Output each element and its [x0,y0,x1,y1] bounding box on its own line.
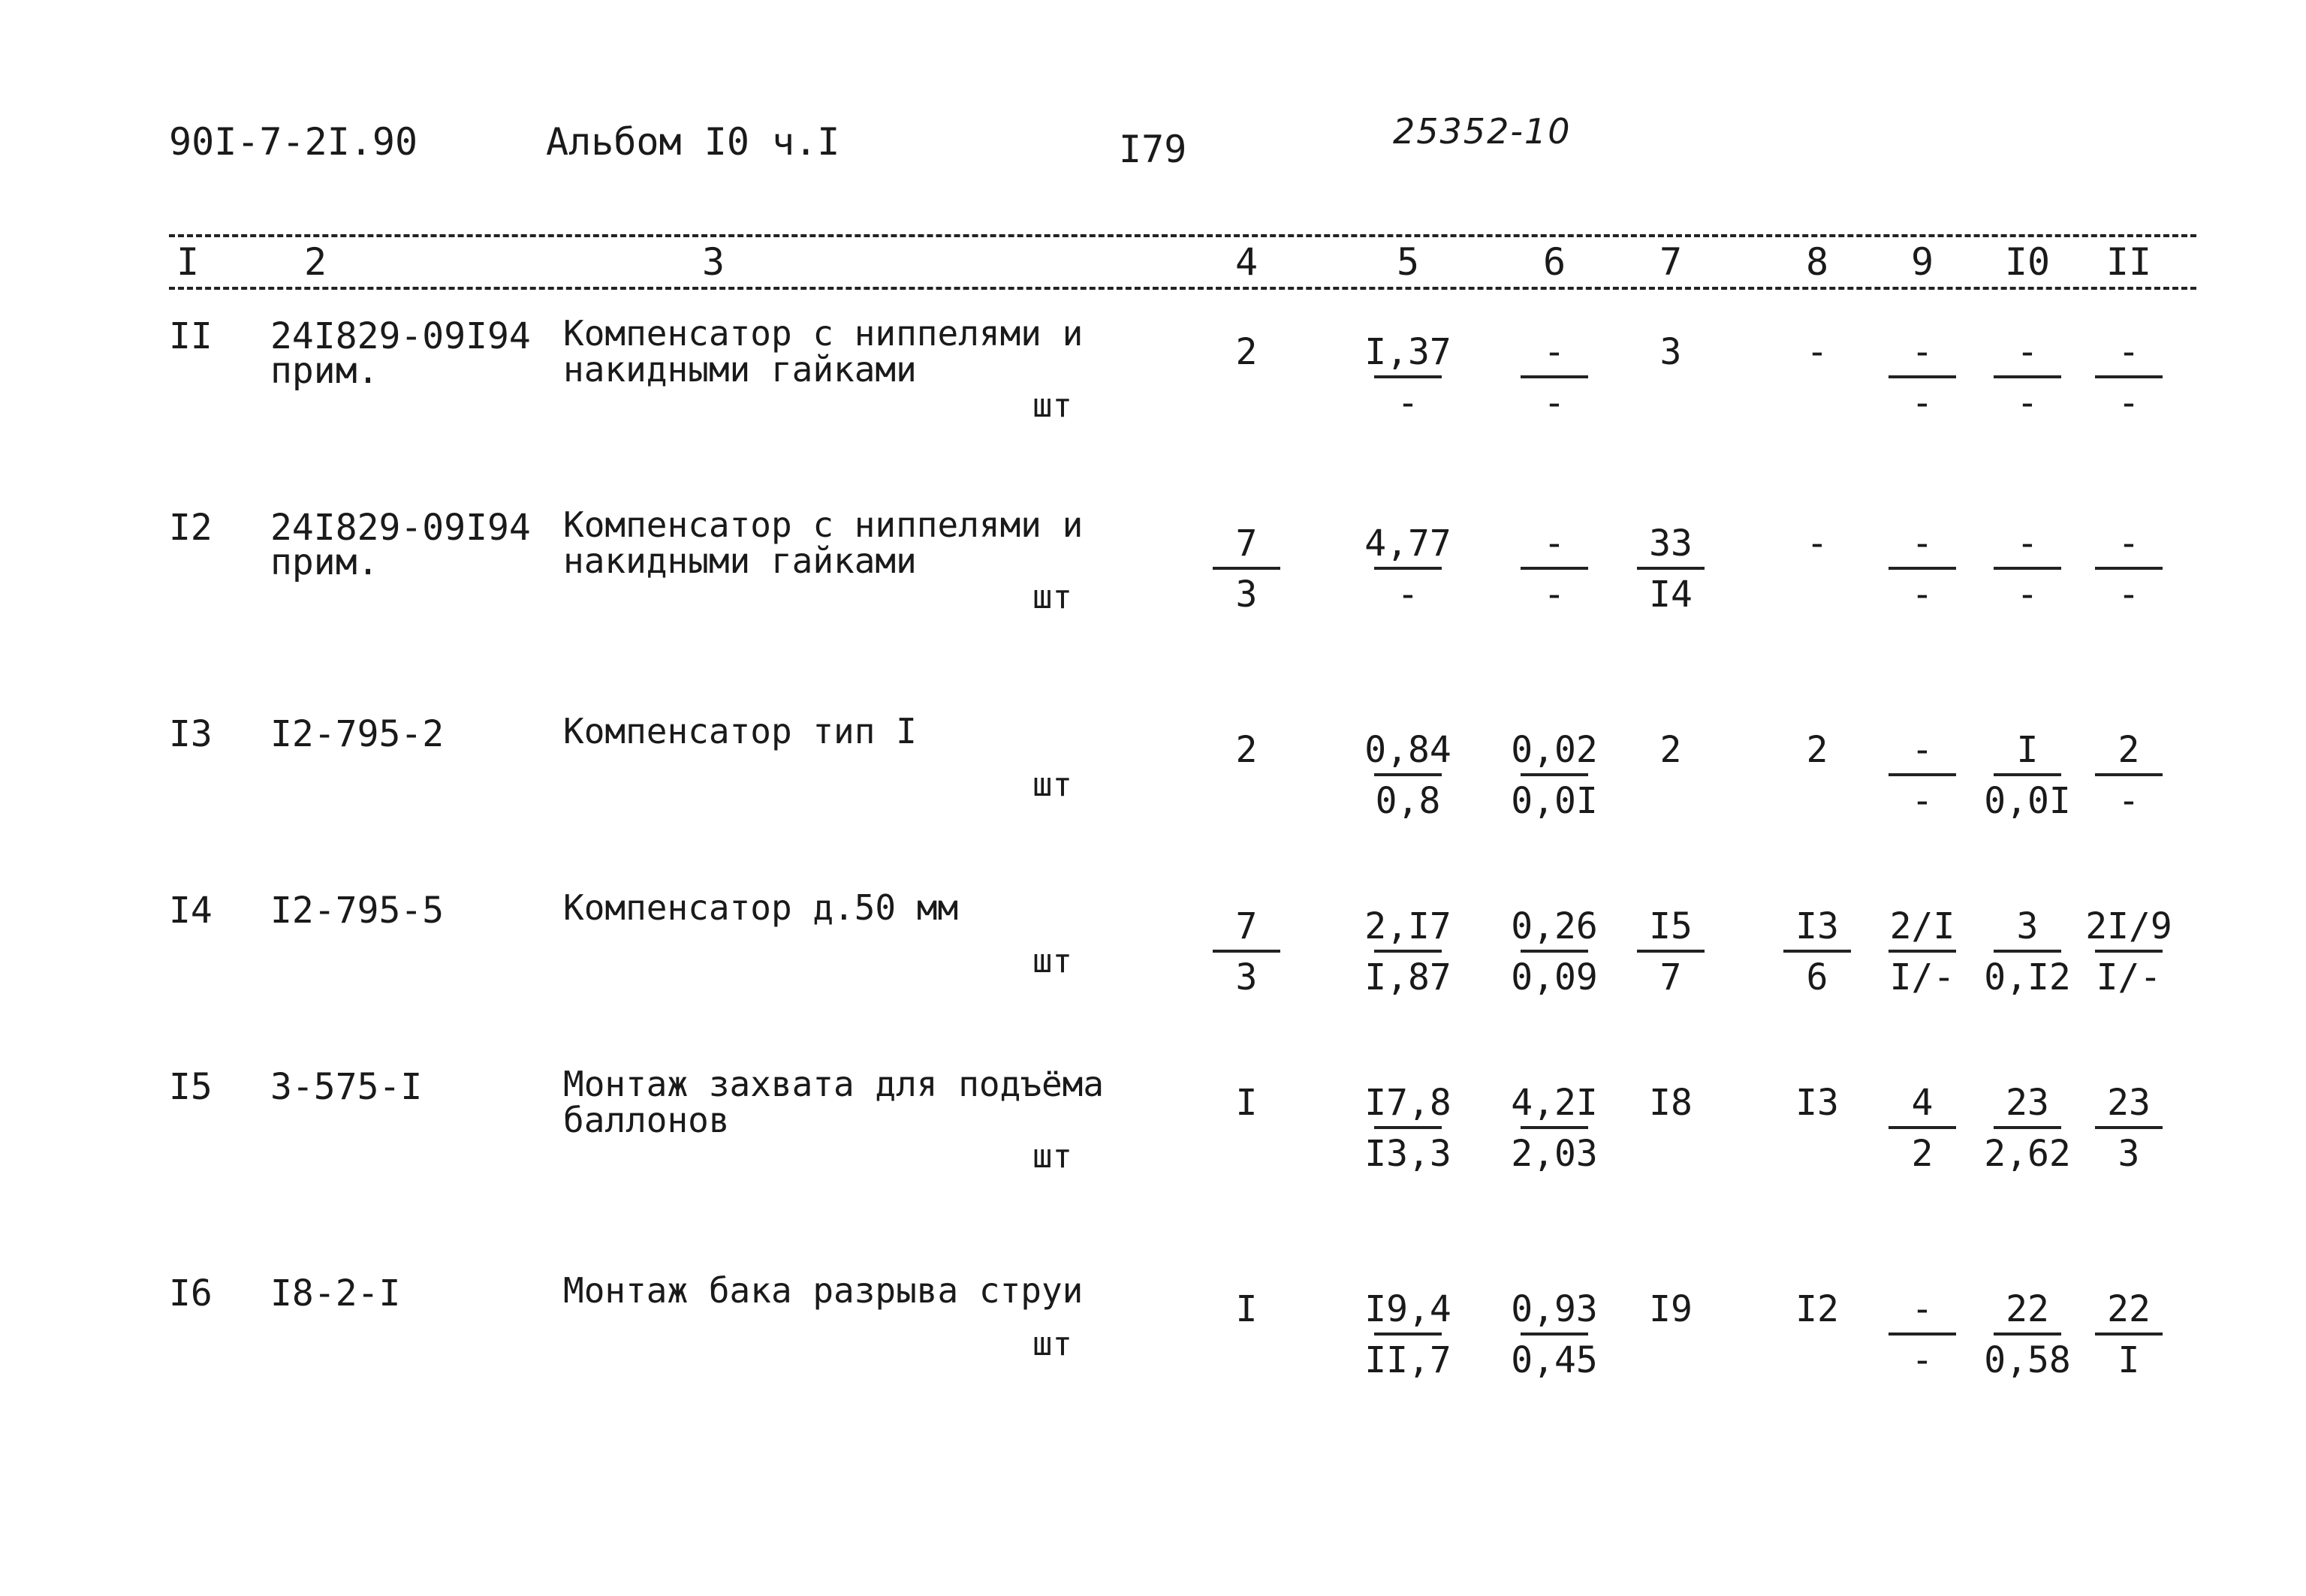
fraction-bar [1889,1333,1956,1336]
reference-code: I8-2-I [270,1272,401,1314]
value-cell-c7 [1607,905,1735,999]
value-cell-c6 [1491,522,1618,616]
fraction-bar [1374,1126,1442,1129]
column-number: 9 [1910,240,1934,284]
fraction-bar [2095,375,2163,378]
fraction-bar [1521,375,1588,378]
fraction-bar [1374,567,1442,570]
value-numerator: 2I/9 [2085,905,2172,947]
value-cell-c11 [2065,728,2193,823]
fraction-bar [1374,375,1442,378]
value-denominator: 0,58 [1984,1339,2071,1381]
value-numerator: I [1235,1288,1258,1330]
value-cell-c5 [1344,905,1472,999]
value-denominator: 3 [1235,956,1258,998]
value-cell-c4 [1183,905,1310,999]
fraction-bar [1374,1333,1442,1336]
value-numerator: 0,02 [1511,729,1598,771]
fraction-bar [1213,950,1280,953]
unit-label: шт [1032,387,1072,425]
value-numerator: 7 [1235,905,1258,947]
row-number: I4 [169,890,213,932]
value-cell-c5 [1344,728,1472,823]
item-description: Монтаж бака разрыва струи [563,1270,1084,1311]
value-numerator: I3 [1795,1082,1839,1124]
fraction-bar [1637,567,1705,570]
value-numerator: 7 [1235,522,1258,565]
value-cell-c7 [1607,1081,1735,1125]
value-denominator: 3 [1235,574,1258,616]
fraction-bar [2095,1333,2163,1336]
reference-note: прим. [270,541,379,583]
item-description: Компенсатор с ниппелями и накидными гайками [563,504,1084,581]
value-numerator: I [1235,1082,1258,1124]
fraction-bar [1637,950,1705,953]
fraction-bar [1994,375,2061,378]
fraction-bar [1994,1333,2061,1336]
value-denominator: 0,8 [1375,780,1441,822]
value-cell-c4 [1183,728,1310,772]
reference-code: I2-795-2 [270,713,445,755]
value-numerator: - [1543,522,1566,565]
value-numerator: 2,I7 [1364,905,1451,947]
value-denominator: I/- [1889,956,1955,998]
value-numerator: 2 [1806,729,1828,771]
value-numerator: 4,2I [1511,1082,1598,1124]
fraction-bar [2095,1126,2163,1129]
value-denominator: - [1543,574,1566,616]
value-cell-c5 [1344,522,1472,616]
value-numerator: I3 [1795,905,1839,947]
value-denominator: 0,45 [1511,1339,1598,1381]
fraction-bar [1994,950,2061,953]
value-denominator: 2,62 [1984,1133,2071,1175]
unit-label: шт [1032,578,1072,616]
value-numerator: - [1911,1288,1934,1330]
value-numerator: I [2016,729,2039,771]
fraction-bar [1994,773,2061,776]
value-cell-c6 [1491,728,1618,823]
value-denominator: - [2118,382,2140,424]
value-cell-c7 [1607,522,1735,616]
value-denominator: - [1397,382,1419,424]
reference-code: 24I829-09I94 [270,507,531,549]
column-number: 3 [701,240,725,284]
value-cell-c4 [1183,1081,1310,1125]
fraction-bar [1889,375,1956,378]
value-denominator: I4 [1649,574,1693,616]
value-denominator: 0,I2 [1984,956,2071,998]
value-numerator: 33 [1649,522,1693,565]
rule-top [169,234,2196,237]
value-denominator: 0,09 [1511,956,1598,998]
fraction-bar [2095,567,2163,570]
row-number: I3 [169,713,213,755]
value-numerator: - [2016,331,2039,373]
fraction-bar [1889,950,1956,953]
value-numerator: 2 [1235,729,1258,771]
value-numerator: 2 [2118,729,2140,771]
unit-label: шт [1032,766,1072,804]
column-number: 8 [1805,240,1829,284]
value-denominator: II,7 [1364,1339,1451,1381]
value-numerator: I,37 [1364,331,1451,373]
item-description: Компенсатор с ниппелями и накидными гайками [563,313,1084,390]
row-number: II [169,315,213,357]
value-denominator: 2,03 [1511,1133,1598,1175]
fraction-bar [1521,950,1588,953]
reference-code: 24I829-09I94 [270,315,531,357]
fraction-bar [2095,950,2163,953]
value-numerator: - [2118,331,2140,373]
value-numerator: - [1911,522,1934,565]
reference-note: прим. [270,350,379,392]
album-label: Альбом I0 ч.I [546,120,840,164]
unit-label: шт [1032,1325,1072,1363]
value-numerator: 22 [2107,1288,2151,1330]
value-denominator: 7 [1659,956,1682,998]
fraction-bar [2095,773,2163,776]
value-numerator: 2 [1235,331,1258,373]
row-number: I6 [169,1272,213,1314]
fraction-bar [1374,773,1442,776]
value-denominator: - [2118,780,2140,822]
value-cell-c6 [1491,1081,1618,1176]
value-cell-c5 [1344,1287,1472,1382]
column-number: 7 [1659,240,1683,284]
row-number: I2 [169,507,213,549]
value-denominator: I/- [2096,956,2162,998]
value-cell-c7 [1607,1287,1735,1331]
fraction-bar [1889,773,1956,776]
value-numerator: 3 [2016,905,2039,947]
rule-header-bottom [169,287,2196,290]
page-number: I79 [1119,128,1187,171]
value-cell-c11 [2065,1287,2193,1382]
value-numerator: I8 [1649,1082,1693,1124]
value-cell-c7 [1607,728,1735,772]
value-numerator: 4,77 [1364,522,1451,565]
reference-code: 3-575-I [270,1066,423,1108]
reference-code: I2-795-5 [270,890,445,932]
value-numerator: 2/I [1889,905,1955,947]
value-denominator: - [1911,382,1934,424]
fraction-bar [1213,567,1280,570]
column-number: I [176,240,200,284]
value-numerator: - [1911,331,1934,373]
fraction-bar [1521,1333,1588,1336]
item-description: Компенсатор тип I [563,711,917,751]
value-numerator: I2 [1795,1288,1839,1330]
value-cell-c11 [2065,330,2193,425]
unit-label: шт [1032,942,1072,980]
row-number: I5 [169,1066,213,1108]
value-numerator: 2 [1659,729,1682,771]
value-cell-c11 [2065,1081,2193,1176]
value-numerator: - [1543,331,1566,373]
item-description: Компенсатор д.50 мм [563,887,959,928]
fraction-bar [1994,567,2061,570]
fraction-bar [1889,567,1956,570]
value-numerator: I9,4 [1364,1288,1451,1330]
fraction-bar [1374,950,1442,953]
unit-label: шт [1032,1137,1072,1176]
value-denominator: - [1911,780,1934,822]
value-denominator: I3,3 [1364,1133,1451,1175]
value-cell-c4 [1183,522,1310,616]
column-number: 5 [1396,240,1420,284]
value-numerator: I9 [1649,1288,1693,1330]
value-numerator: - [1806,331,1828,373]
fraction-bar [1521,773,1588,776]
value-denominator: I,87 [1364,956,1451,998]
doc-code: 90I-7-2I.90 [169,120,418,164]
value-cell-c6 [1491,905,1618,999]
value-numerator: 0,26 [1511,905,1598,947]
fraction-bar [1994,1126,2061,1129]
value-denominator: 3 [2118,1133,2140,1175]
value-cell-c11 [2065,522,2193,616]
value-numerator: 22 [2006,1288,2049,1330]
value-denominator: 6 [1806,956,1828,998]
value-denominator: - [1543,382,1566,424]
value-cell-c5 [1344,1081,1472,1176]
value-cell-c6 [1491,330,1618,425]
column-number: 4 [1234,240,1259,284]
fraction-bar [1521,567,1588,570]
value-cell-c5 [1344,330,1472,425]
value-numerator: - [2118,522,2140,565]
value-denominator: - [2118,574,2140,616]
value-numerator: 23 [2006,1082,2049,1124]
value-denominator: - [2016,382,2039,424]
value-denominator: - [2016,574,2039,616]
value-numerator: - [1911,729,1934,771]
value-numerator: 4 [1911,1082,1934,1124]
value-cell-c4 [1183,1287,1310,1331]
column-number: 2 [303,240,327,284]
value-numerator: 0,84 [1364,729,1451,771]
value-numerator: I7,8 [1364,1082,1451,1124]
value-numerator: 0,93 [1511,1288,1598,1330]
value-denominator: - [1911,574,1934,616]
value-numerator: 23 [2107,1082,2151,1124]
value-cell-c7 [1607,330,1735,374]
value-denominator: 2 [1911,1133,1934,1175]
value-cell-c4 [1183,330,1310,374]
value-denominator: - [1397,574,1419,616]
item-description: Монтаж захвата для подъёма баллонов [563,1064,1105,1140]
handwritten-stamp: 25352-10 [1393,111,1572,152]
column-number: II [2106,240,2152,284]
value-denominator: 0,0I [1511,780,1598,822]
fraction-bar [1783,950,1851,953]
fraction-bar [1521,1126,1588,1129]
value-numerator: - [1806,522,1828,565]
column-number: I0 [2004,240,2051,284]
value-cell-c6 [1491,1287,1618,1382]
column-number: 6 [1542,240,1566,284]
value-numerator: - [2016,522,2039,565]
value-denominator: 0,0I [1984,780,2071,822]
value-denominator: I [2118,1339,2140,1381]
fraction-bar [1889,1126,1956,1129]
value-cell-c11 [2065,905,2193,999]
value-numerator: I5 [1649,905,1693,947]
value-denominator: - [1911,1339,1934,1381]
value-numerator: 3 [1659,331,1682,373]
